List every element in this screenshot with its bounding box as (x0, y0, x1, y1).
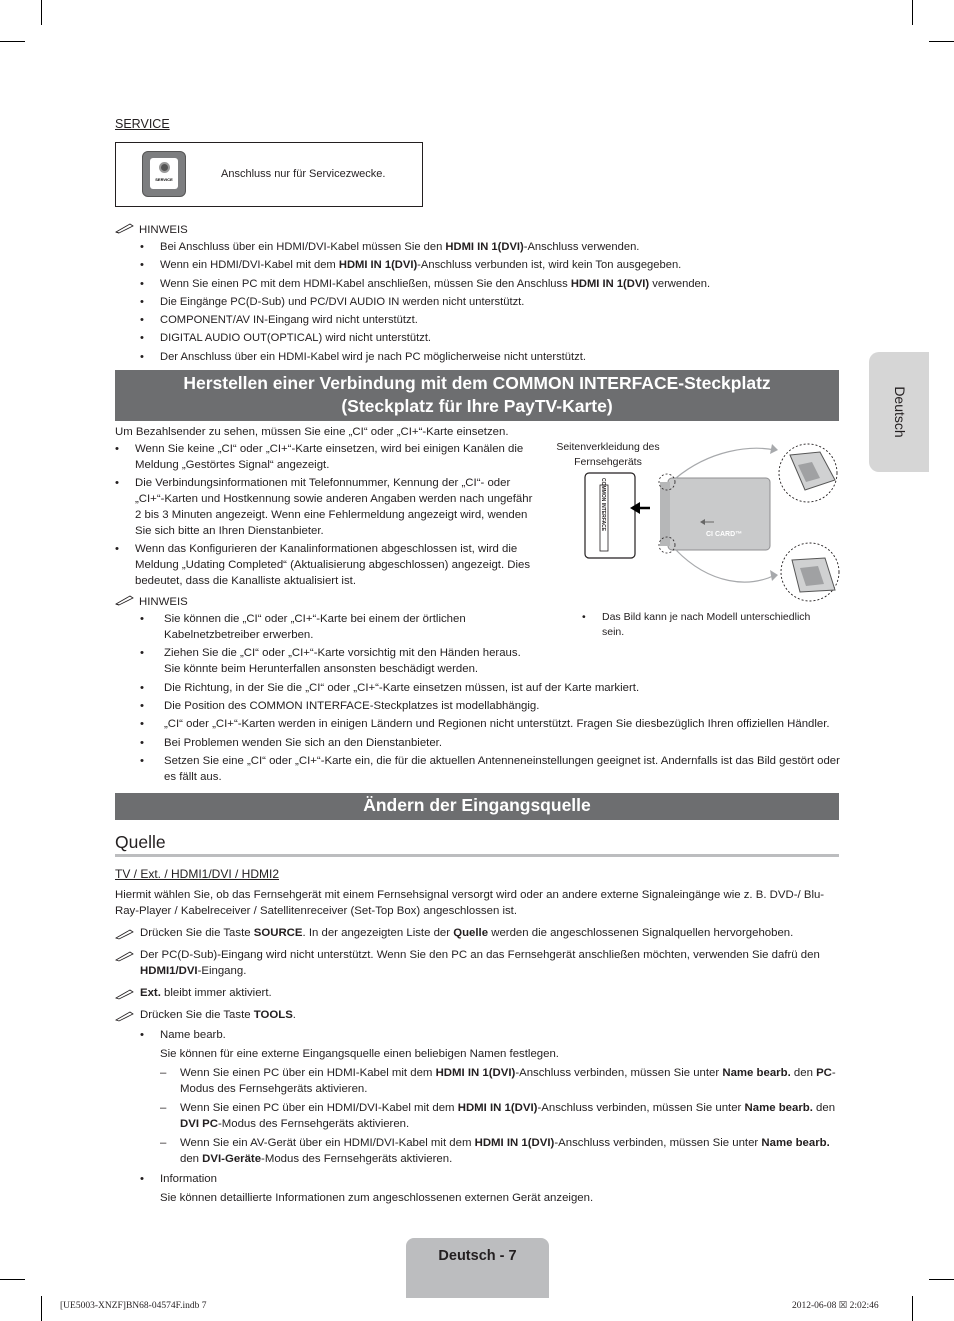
diagram-label: Seitenverkleidung des Fernsehgeräts (556, 441, 660, 469)
crop-mark (929, 41, 954, 42)
service-box (115, 142, 423, 207)
quelle-intro: Hiermit wählen Sie, ob das Fernsehgerät mit einem Fernsehsignal versorgt wird oder an andere externe Signaleingänge wie z. B. DVD-/ Blu-Ray-Player / Kabelreceiver / Satellitenreceiver (Set-Top Box) angeschlossen ist. (115, 889, 825, 917)
dash-item: – Wenn Sie einen PC über ein HDMI/DVI-Kabel mit dem HDMI IN 1(DVI)-Anschluss verbinden, müssen Sie unter Name bearb. den DVI PC-Modus des Fernsehgeräts aktivieren. (160, 1101, 836, 1130)
quelle-title: Quelle (115, 832, 166, 852)
source-section-banner: Ändern der Eingangsquelle (115, 793, 839, 820)
crop-mark (912, 0, 913, 25)
ci-note-item: • Bei Problemen wenden Sie sich an den Dienstanbieter. (140, 736, 442, 749)
crop-mark (929, 1279, 954, 1280)
note-pencil-icon (115, 950, 135, 962)
option-description: Sie können für eine externe Eingangsquelle einen beliebigen Namen festlegen. (160, 1047, 559, 1060)
ci-note-item: • Sie können die „CI“ oder „CI+“-Karte bei einem der örtlichen Kabelnetzbetreiber erwerben. (140, 613, 466, 641)
image-note: • Das Bild kann je nach Modell unterschiedlich sein. (582, 611, 811, 638)
note-item: • Wenn ein HDMI/DVI-Kabel mit dem HDMI IN 1(DVI)-Anschluss verbunden ist, wird kein Ton ausgegeben. (140, 259, 682, 272)
note-pencil-icon (115, 928, 135, 940)
crop-mark (0, 41, 25, 42)
dash-item: – Wenn Sie ein AV-Gerät über ein HDMI/DVI-Kabel mit dem HDMI IN 1(DVI)-Anschluss verbinden, müssen Sie unter Name bearb. den DVI-Geräte-Modus des Fernsehgeräts aktivieren. (160, 1136, 830, 1165)
note-list (140, 240, 840, 368)
note-pencil-icon (115, 988, 135, 1000)
card-label: CI CARD™ (706, 531, 743, 538)
dash-list (140, 1066, 839, 1168)
source-notes (115, 926, 839, 1207)
ci-bullet-item: • Wenn das Konfigurieren der Kanalinformationen abgeschlossen ist, wird die Meldung „Udating Completed“ (Aktualisierung abgeschlossen) angezeigt. Dies bedeutet, dass die Kanalliste aktualisiert ist. (115, 542, 531, 587)
note-item: Der PC(D-Sub)-Eingang wird nicht unterstützt. Wenn Sie den PC an das Fernsehgerät anschließen möchten, verwenden Sie dafrü den HDMI1/DVI-Eingang. (115, 948, 839, 980)
crop-mark (912, 1296, 913, 1321)
option-name-bearb: • Name bearb. (140, 1028, 226, 1041)
ci-bullet-item: • Die Verbindungsinformationen mit Telefonnummer, Kennung der „CI“- oder „CI+“-Karten und Hostkennung sowie anderen Angaben werden nach ungefähr 2 bis 3 Minuten angezeigt. Wenn eine Fehlermeldung angezeigt wird, wenden Sie sich bitte an Ihren Dienstanbieter. (115, 476, 533, 537)
ci-note-heading: HINWEIS (115, 594, 188, 611)
option-information: • Information (140, 1172, 217, 1185)
ci-note-item: • Die Richtung, in der Sie die „CI“ oder „CI+“-Karte einsetzen müssen, ist auf der Karte markiert. (140, 681, 640, 694)
dash-item: – Wenn Sie einen PC über ein HDMI-Kabel mit dem HDMI IN 1(DVI)-Anschluss verbinden, müssen Sie unter Name bearb. den PC-Modus des Fernsehgeräts aktivieren. (160, 1066, 836, 1095)
ci-note-item: • „CI“ oder „CI+“-Karten werden in einigen Ländern und Regionen nicht unterstützt. Fragen Sie diesbezüglich Ihren offiziellen Händler. (140, 718, 830, 731)
note-item: • Bei Anschluss über ein HDMI/DVI-Kabel müssen Sie den HDMI IN 1(DVI)-Anschluss verwenden. (140, 241, 640, 253)
note-pencil-icon (115, 1010, 135, 1022)
crop-mark (41, 1296, 42, 1321)
footer-file: [UE5003-XNZF]BN68-04574F.indb 7 (60, 1301, 207, 1311)
note-pencil-icon (115, 222, 135, 234)
tools-options (115, 1028, 839, 1207)
service-port-label: SERVICE (155, 177, 173, 182)
note-item: • DIGITAL AUDIO OUT(OPTICAL) wird nicht unterstützt. (140, 332, 432, 345)
note-item: • Der Anschluss über ein HDMI-Kabel wird je nach PC möglicherweise nicht unterstützt. (140, 350, 586, 363)
ci-note-item: • Setzen Sie eine „CI“ oder „CI+“-Karte ein, die für die aktuellen Antenneneinstellungen geeignet ist. Andernfalls ist das Bild gestört oder es fällt aus. (140, 755, 840, 784)
note-item: Drücken Sie die Taste TOOLS. (115, 1008, 839, 1024)
divider (115, 854, 839, 857)
ci-section-banner (115, 370, 839, 421)
note-item: Ext. bleibt immer aktiviert. (115, 986, 839, 1002)
note-item: Drücken Sie die Taste SOURCE. In der angezeigten Liste der Quelle werden die angeschlossenen Signalquellen hervorgehoben. (115, 926, 839, 942)
ci-note-list (140, 612, 840, 788)
service-heading: SERVICE (115, 117, 170, 131)
note-item: • Die Eingänge PC(D-Sub) und PC/DVI AUDIO IN werden nicht unterstützt. (140, 295, 525, 308)
page-number-tab: Deutsch - 7 (406, 1238, 549, 1298)
crop-mark (0, 1279, 25, 1280)
service-description: Anschluss nur für Servicezwecke. (221, 168, 386, 180)
note-item: • Wenn Sie einen PC mit dem HDMI-Kabel anschließen, müssen Sie den Anschluss HDMI IN 1(DVI) verwenden. (140, 277, 711, 290)
crop-mark (41, 0, 42, 25)
option-description: Sie können detaillierte Informationen zum angeschlossenen externen Gerät anzeigen. (160, 1191, 594, 1204)
ci-section-title-line2: (Steckplatz für Ihre PayTV-Karte) (341, 396, 613, 416)
footer-date: 2012-06-08 ☒ 2:02:46 (792, 1301, 879, 1311)
slot-label: COMMON INTERFACE (600, 478, 606, 532)
ci-bullet-item: • Wenn Sie keine „CI“ oder „CI+“-Karte einsetzen, wird bei einigen Kanälen die Meldung „Gestörtes Signal“ angezeigt. (115, 443, 524, 471)
ci-section-title-line1: Herstellen einer Verbindung mit dem COMMON INTERFACE-Steckplatz (183, 373, 771, 393)
note-pencil-icon (115, 594, 135, 606)
ci-note-item: • Die Position des COMMON INTERFACE-Steckplatzes ist modellabhängig. (140, 700, 540, 713)
ci-card-diagram (580, 440, 845, 605)
note-heading: HINWEIS (115, 222, 188, 239)
note-item: • COMPONENT/AV IN-Eingang wird nicht unterstützt. (140, 314, 418, 327)
ci-intro: Um Bezahlsender zu sehen, müssen Sie eine „CI“ oder „CI+“-Karte einsetzen. (115, 426, 509, 438)
service-port-icon (142, 151, 186, 197)
ci-bullet-list (115, 442, 540, 592)
language-tab: Deutsch (869, 352, 929, 472)
quelle-heading: TV / Ext. / HDMI1/DVI / HDMI2 (115, 867, 280, 881)
ci-note-item: • Ziehen Sie die „CI“ oder „CI+“-Karte vorsichtig mit den Händen heraus. Sie könnte beim Herunterfallen ansonsten beschädigt werden. (140, 647, 521, 676)
